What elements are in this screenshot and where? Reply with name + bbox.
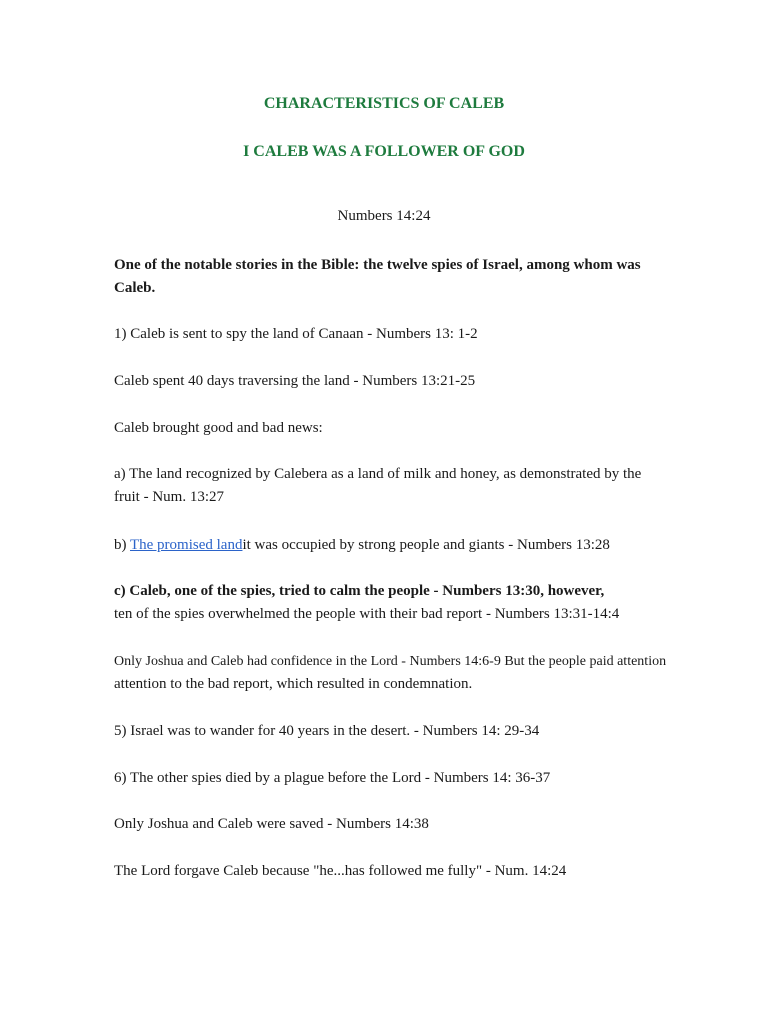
intro-paragraph: One of the notable stories in the Bible: the twelve spies of Israel, among whom was Caleb. xyxy=(114,257,641,296)
paragraph-saved: Only Joshua and Caleb were saved - Numbers 14:38 xyxy=(114,816,429,832)
small-text: Only Joshua and Caleb had confidence in the Lord - Numbers 14:6-9 But the people paid attention xyxy=(114,654,667,669)
paragraph-calm-people xyxy=(114,580,664,626)
promised-land-link[interactable]: The promised land xyxy=(129,537,243,553)
paragraph-continuation: attention to the bad report, which resulted in condemnation. xyxy=(114,676,473,692)
paragraph-prefix: b) xyxy=(114,537,130,553)
paragraph-milk-honey: a) The land recognized by Calebera as a land of milk and honey, as demonstrated by the fruit - Num. 13:27 xyxy=(114,466,642,505)
paragraph-wander: 5) Israel was to wander for 40 years in the desert. - Numbers 14: 29-34 xyxy=(114,723,540,739)
paragraph-news: Caleb brought good and bad news: xyxy=(114,420,323,436)
paragraph-plague: 6) The other spies died by a plague before the Lord - Numbers 14: 36-37 xyxy=(114,770,551,786)
bold-sentence: c) Caleb, one of the spies, tried to calm the people - Numbers 13:30, however, xyxy=(114,583,605,599)
paragraph-forgave: The Lord forgave Caleb because "he...has followed me fully" - Num. 14:24 xyxy=(114,863,567,879)
section-heading: I CALEB WAS A FOLLOWER OF GOD xyxy=(243,143,525,160)
paragraph-promised-land xyxy=(114,534,664,557)
paragraph-confidence xyxy=(114,650,674,696)
paragraph-spy-sent: 1) Caleb is sent to spy the land of Canaan - Numbers 13: 1-2 xyxy=(114,326,478,342)
scripture-reference: Numbers 14:24 xyxy=(337,208,431,224)
paragraph-forty-days: Caleb spent 40 days traversing the land - Numbers 13:21-25 xyxy=(114,373,476,389)
paragraph-suffix: it was occupied by strong people and giants - Numbers 13:28 xyxy=(242,537,610,553)
document-title: CHARACTERISTICS OF CALEB xyxy=(263,95,505,112)
paragraph-continuation: ten of the spies overwhelmed the people with their bad report - Numbers 13:31-14:4 xyxy=(114,606,620,622)
